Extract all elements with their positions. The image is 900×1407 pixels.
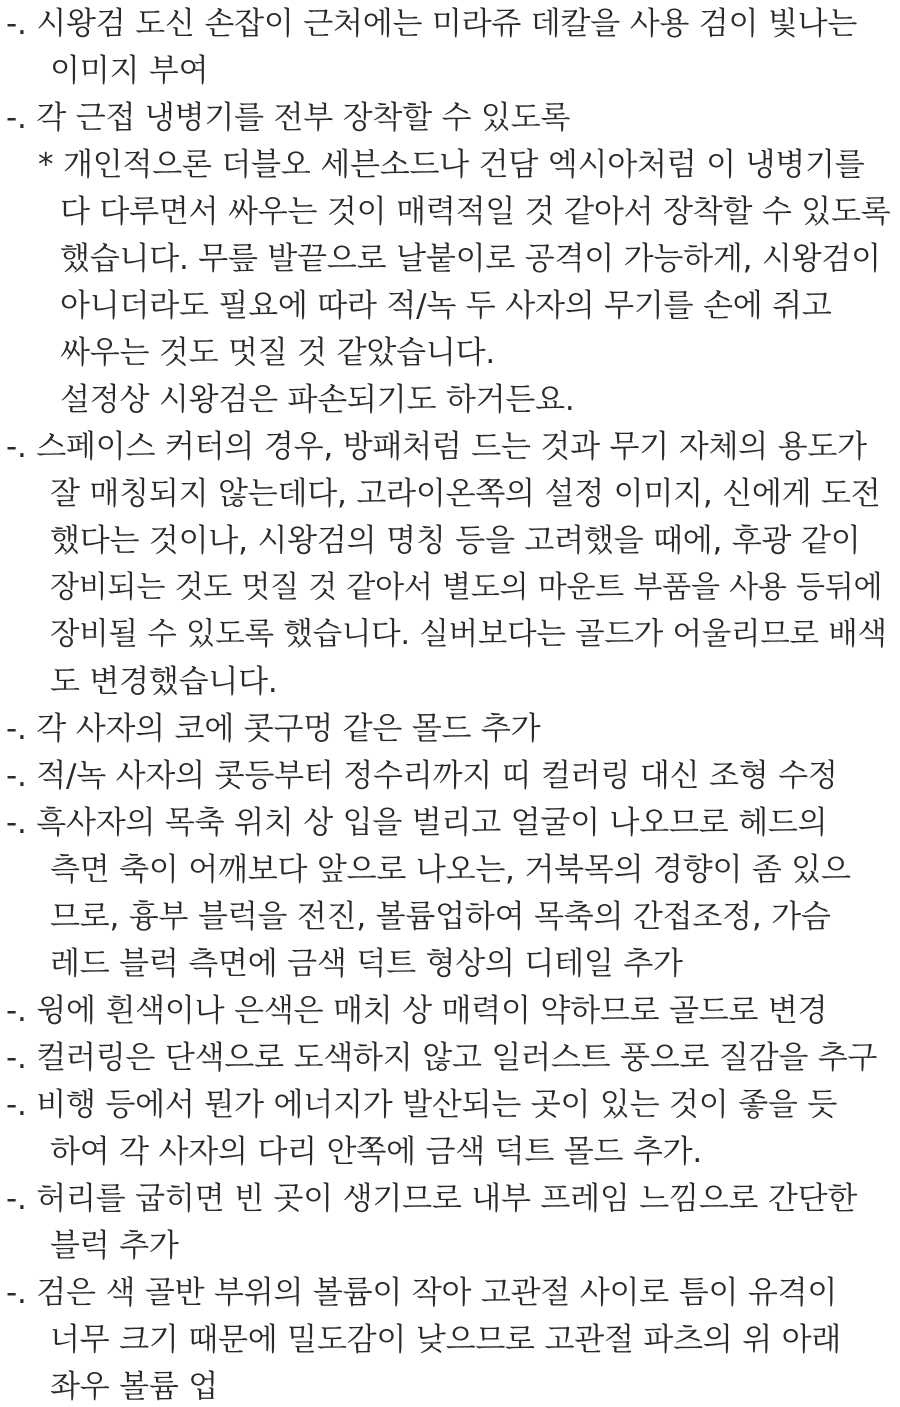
continuation-line: 했습니다. 무릎 발끝으로 날붙이로 공격이 가능하게, 시왕검이 xyxy=(60,241,881,277)
continuation-line: 설정상 시왕검은 파손되기도 하거든요. xyxy=(60,382,575,418)
continuation-line: 싸우는 것도 멋질 것 같았습니다. xyxy=(60,335,495,371)
bullet-item: -. 각 사자의 코에 콧구멍 같은 몰드 추가 xyxy=(6,711,541,747)
bullet-item: -. 흑사자의 목축 위치 상 입을 벌리고 얼굴이 나오므로 헤드의 xyxy=(6,805,828,841)
bullet-item: -. 검은 색 골반 부위의 볼륨이 작아 고관절 사이로 틈이 유격이 xyxy=(6,1275,838,1311)
bullet-item: -. 각 근접 냉병기를 전부 장착할 수 있도록 xyxy=(6,100,571,136)
continuation-line: 좌우 볼륨 업 xyxy=(50,1369,219,1405)
bullet-item: -. 적/녹 사자의 콧등부터 정수리까지 띠 컬러링 대신 조형 수정 xyxy=(6,758,838,794)
continuation-line: 도 변경했습니다. xyxy=(50,664,278,700)
continuation-line: 장비되는 것도 멋질 것 같아서 별도의 마운트 부품을 사용 등뒤에 xyxy=(50,570,883,605)
continuation-line: 하여 각 사자의 다리 안쪽에 금색 덕트 몰드 추가. xyxy=(50,1134,703,1170)
bullet-item: -. 시왕검 도신 손잡이 근처에는 미라쥬 데칼을 사용 검이 빛나는 xyxy=(6,6,858,42)
continuation-line: 블럭 추가 xyxy=(50,1228,179,1264)
continuation-line: 이미지 부여 xyxy=(50,53,209,89)
bullet-item: -. 허리를 굽히면 빈 곳이 생기므로 내부 프레임 느낌으로 간단한 xyxy=(6,1181,858,1217)
bullet-item: -. 비행 등에서 뭔가 에너지가 발산되는 곳이 있는 것이 좋을 듯 xyxy=(6,1087,838,1123)
continuation-line: 장비될 수 있도록 했습니다. 실버보다는 골드가 어울리므로 배색 xyxy=(50,617,887,652)
continuation-line: 잘 매칭되지 않는데다, 고라이온쪽의 설정 이미지, 신에게 도전 xyxy=(50,476,881,512)
bullet-item: -. 윙에 흰색이나 은색은 매치 상 매력이 약하므로 골드로 변경 xyxy=(6,993,828,1029)
continuation-line: 다 다루면서 싸우는 것이 매력적일 것 같아서 장착할 수 있도록 xyxy=(60,194,891,230)
continuation-line: 레드 블럭 측면에 금색 덕트 형상의 디테일 추가 xyxy=(50,946,683,982)
continuation-line: 측면 축이 어깨보다 앞으로 나오는, 거북목의 경향이 좀 있으 xyxy=(50,852,851,888)
continuation-line: 아니더라도 필요에 따라 적/녹 두 사자의 무기를 손에 쥐고 xyxy=(60,288,832,324)
continuation-line: 므로, 흉부 블럭을 전진, 볼륨업하여 목축의 간접조정, 가슴 xyxy=(50,899,831,935)
bullet-item: -. 컬러링은 단색으로 도색하지 않고 일러스트 풍으로 질감을 추구 xyxy=(6,1040,878,1076)
note-asterisk-line: * 개인적으론 더블오 세븐소드나 건담 엑시아처럼 이 냉병기를 xyxy=(38,147,865,183)
continuation-line: 너무 크기 때문에 밀도감이 낮으므로 고관절 파츠의 위 아래 xyxy=(50,1322,842,1358)
continuation-line: 했다는 것이나, 시왕검의 명칭 등을 고려했을 때에, 후광 같이 xyxy=(50,523,861,559)
bullet-item: -. 스페이스 커터의 경우, 방패처럼 드는 것과 무기 자체의 용도가 xyxy=(6,429,867,465)
